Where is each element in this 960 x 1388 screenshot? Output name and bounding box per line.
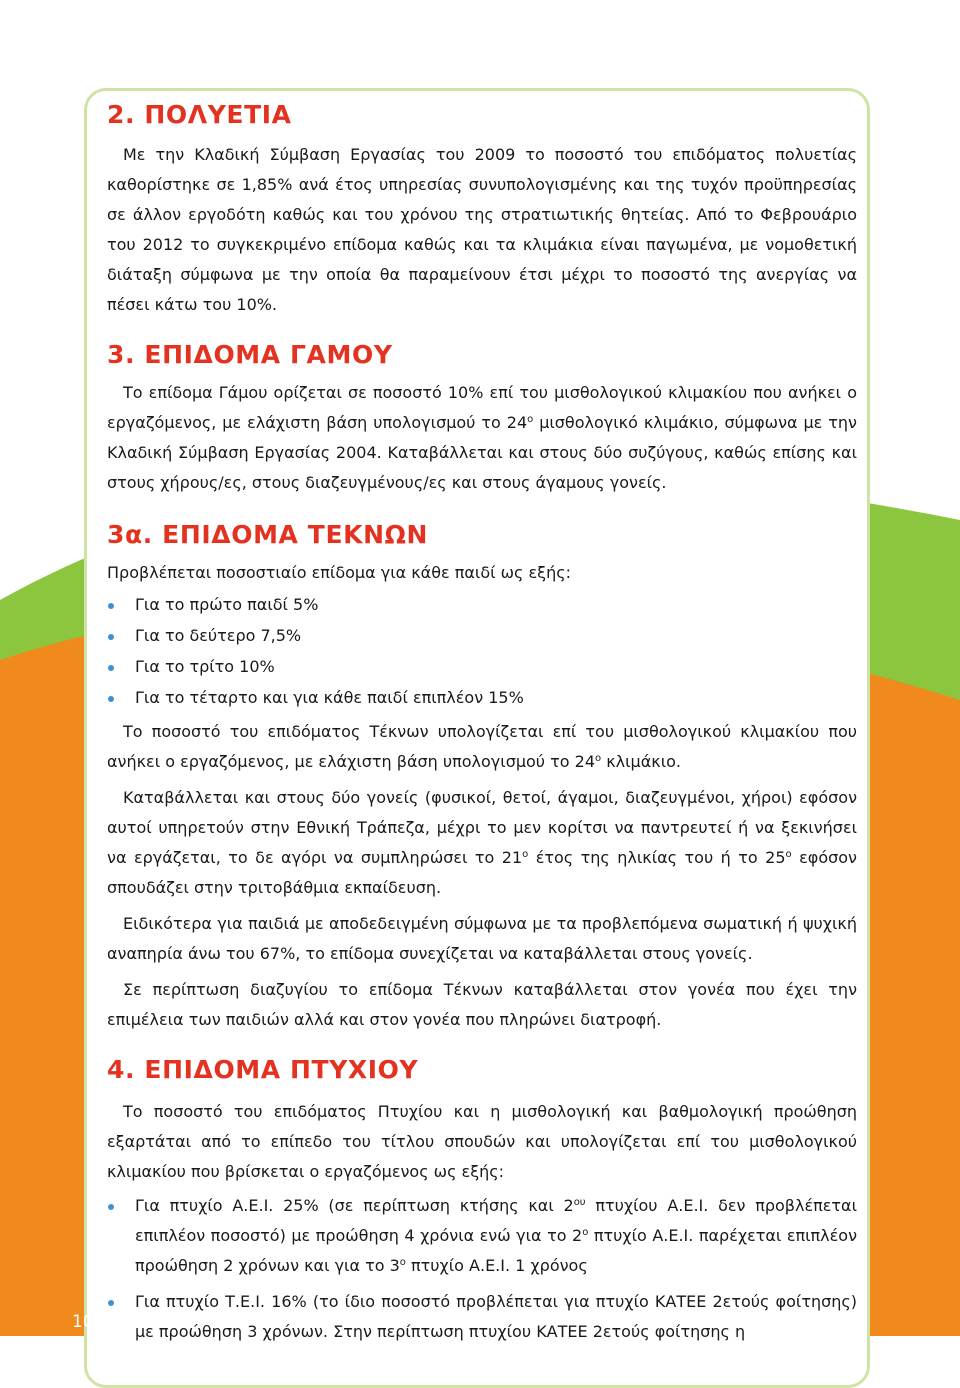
section-3-title: 3. ΕΠΙΔΟΜΑ ΓΑΜΟΥ	[107, 340, 393, 369]
section-polyetia	[107, 98, 857, 320]
list-item: Για το τέταρτο και για κάθε παιδί επιπλέον 15%	[107, 683, 857, 713]
section-3a-paragraph-2: Καταβάλλεται και στους δύο γονείς (φυσικοί, θετοί, άγαμοι, διαζευγμένοι, χήροι) εφόσον αυτοί υπηρετούν στην Εθνική Τράπεζα, μέχρι το μεν κορίτσι να παντρευτεί ή να ξεκινήσει να εργάζεται, το δε αγόρι να συμπληρώσει το $21^o$ έτος της ηλικίας του ή το $25^o$ εφόσον σπουδάζει στην τριτοβάθμια εκπαίδευση.	[107, 788, 857, 897]
section-3a-intro: Προβλέπεται ποσοστιαίο επίδομα για κάθε παιδί ως εξής:	[107, 563, 571, 582]
section-marriage-allowance	[107, 338, 857, 498]
section-2-title: 2. ΠΟΛΥΕΤΙΑ	[107, 100, 292, 129]
list-item: Για το πρώτο παιδί 5%	[107, 590, 857, 620]
bullet-icon	[108, 603, 114, 609]
section-3a-title: 3α. ΕΠΙΔΟΜΑ ΤΕΚΝΩΝ	[107, 520, 429, 549]
bullet-icon	[108, 665, 114, 671]
document-body	[107, 98, 857, 1347]
children-allowance-list	[107, 590, 857, 713]
list-item: Για το δεύτερο 7,5%	[107, 621, 857, 651]
section-4-paragraph: Το ποσοστό του επιδόματος Πτυχίου και η μισθολογική και βαθμολογική προώθηση εξαρτάται από το επίπεδο του τίτλου σπουδών και υπολογίζεται επί του μισθολογικού κλιμακίου που βρίσκεται ο εργαζόμενος ως εξής:	[107, 1102, 857, 1181]
section-2-paragraph: Με την Κλαδική Σύμβαση Εργασίας του 2009 το ποσοστό του επιδόματος πολυετίας καθορίστηκε σε 1,85% ανά έτος υπηρεσίας συνυπολογισμένης και της τυχόν προϋπηρεσίας σε άλλον εργοδότη καθώς και του χρόνου της στρατιωτικής θητείας. Από το Φεβρουάριο του 2012 το συγκεκριμένο επίδομα καθώς και τα κλιμάκια είναι παγωμένα, με νομοθετική διάταξη σύμφωνα με την οποία θα παραμείνουν έτσι μέχρι το ποσοστό της ανεργίας να πέσει κάτω του 10%.	[107, 145, 857, 314]
section-3a-paragraph-4: Σε περίπτωση διαζυγίου το επίδομα Τέκνων καταβάλλεται στον γονέα που έχει την επιμέλεια των παιδιών αλλά και στον γονέα που πληρώνει διατροφή.	[107, 980, 857, 1029]
page-number: 10	[72, 1312, 94, 1332]
bullet-icon	[108, 634, 114, 640]
list-item: Για πτυχίο Τ.Ε.Ι. 16% (το ίδιο ποσοστό προβλέπεται για πτυχίο ΚΑΤΕΕ 2ετούς φοίτησης) με προώθηση 3 χρόνων. Στην περίπτωση πτυχίου ΚΑΤΕΕ 2ετούς φοίτησης η	[107, 1287, 857, 1347]
section-3a-paragraph-3: Ειδικότερα για παιδιά με αποδεδειγμένη σύμφωνα με τα προβλεπόμενα σωματική ή ψυχική αναπηρία άνω του 67%, το επίδομα συνεχίζεται να καταβάλλεται στους γονείς.	[107, 914, 857, 963]
section-4-title: 4. ΕΠΙΔΟΜΑ ΠΤΥΧΙΟΥ	[107, 1055, 419, 1084]
bullet-icon	[108, 1300, 114, 1306]
section-degree-allowance	[107, 1053, 857, 1347]
bullet-icon	[108, 1204, 114, 1210]
list-item: Για το τρίτο 10%	[107, 652, 857, 682]
degree-allowance-list	[107, 1191, 857, 1347]
bullet-icon	[108, 696, 114, 702]
section-3-paragraph: Το επίδομα Γάμου ορίζεται σε ποσοστό 10% επί του μισθολογικού κλιμακίου που ανήκει ο εργαζόμενος, με ελάχιστη βάση υπολογισμού το $24^o$ μισθολογικό κλιμάκιο, σύμφωνα με την Κλαδική Σύμβαση Εργασίας 2004. Καταβάλλεται και στους δύο συζύγους, καθώς επίσης και στους χήρους/ες, στους διαζευγμένους/ες και στους άγαμους γονείς.	[107, 383, 857, 492]
list-item: Για πτυχίο Α.Ε.Ι. 25% (σε περίπτωση κτήσης και $2^{o\upsilon}$ πτυχίου Α.Ε.Ι. δεν προβλέπεται επιπλέον ποσοστό) με προώθηση 4 χρόνια ενώ για το $2^o$ πτυχίο Α.Ε.Ι. παρέχεται επιπλέον προώθηση 2 χρόνων και για το $3^o$ πτυχίο Α.Ε.Ι. 1 χρόνος	[107, 1191, 857, 1281]
section-3a-paragraph-1: Το ποσοστό του επιδόματος Τέκνων υπολογίζεται επί του μισθολογικού κλιμακίου που ανήκει ο εργαζόμενος, με ελάχιστη βάση υπολογισμού το $24^o$ κλιμάκιο.	[107, 722, 857, 771]
section-children-allowance	[107, 518, 857, 1035]
